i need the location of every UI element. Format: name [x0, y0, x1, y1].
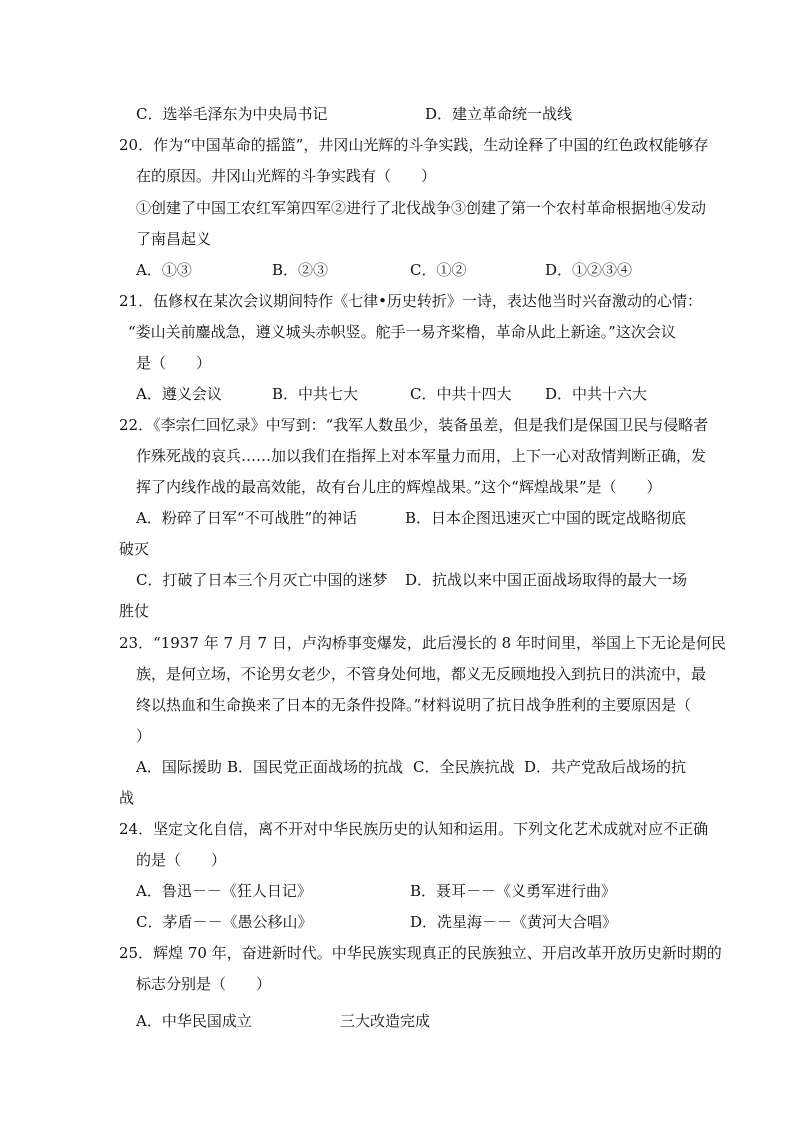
q22-stem-line-2: 作殊死战的哀兵……加以我们在指挥上对本军量力而用，上下一心对敌情判断正确，发 — [136, 447, 707, 465]
q20-stem-line-2: 在的原因。井冈山光辉的斗争实践有（ ） — [136, 167, 437, 185]
q24-option-c: C．茅盾－－《愚公移山》 — [136, 913, 313, 931]
q19-option-d: D．建立革命统一战线 — [425, 105, 573, 123]
q23-stem-line-4: ） — [136, 727, 152, 745]
q23-stem-line-2: 族，是何立场，不论男女老少，不管身处何地，都义无反顾地投入到抗日的洪流中，最 — [136, 665, 707, 683]
q23-option-d-continued: 战 — [119, 789, 135, 807]
q24-option-a: A．鲁迅－－《狂人日记》 — [136, 882, 312, 900]
q25-stem-line-2: 标志分别是（ ） — [136, 975, 272, 993]
q20-items-line-2: 了南昌起义 — [136, 230, 212, 248]
q23-option-a: A．国际援助 — [136, 758, 222, 776]
q25-option-a-part-2: 三大改造完成 — [340, 1012, 431, 1030]
q22-stem-line-1: 22．《李宗仁回忆录》中写到：“我军人数虽少，装备虽差，但是我们是保国卫民与侵略者 — [119, 416, 709, 434]
q23-option-b: B．国民党正面战场的抗战 — [227, 758, 404, 776]
q19-option-c: C．选举毛泽东为中央局书记 — [136, 105, 328, 123]
q20-option-c: C．①② — [410, 261, 467, 279]
q20-option-d: D．①②③④ — [545, 261, 633, 279]
q25-option-a-part-1: A．中华民国成立 — [136, 1012, 252, 1030]
q24-stem-line-1: 24．坚定文化自信，离不开对中华民族历史的认知和运用。下列文化艺术成就对应不正确 — [119, 820, 709, 838]
q24-stem-line-2: 的是（ ） — [136, 851, 227, 869]
q23-stem-line-3: 终以热血和生命换来了日本的无条件投降。”材料说明了抗日战争胜利的主要原因是（ — [136, 696, 692, 714]
q22-option-c: C．打破了日本三个月灭亡中国的迷梦 — [136, 571, 388, 589]
q22-option-d: D．抗战以来中国正面战场取得的最大一场 — [405, 571, 688, 589]
q23-option-c: C．全民族抗战 — [413, 758, 515, 776]
q20-items-line-1: ①创建了中国工农红军第四军②进行了北伐战争③创建了第一个农村革命根据地④发动 — [136, 199, 707, 217]
q22-option-b: B．日本企图迅速灭亡中国的既定战略彻底 — [405, 509, 687, 527]
q21-option-d: D．中共十六大 — [545, 385, 648, 403]
q21-stem-line-2: “娄山关前鏖战急，遵义城头赤帜竖。舵手一易齐桨橹，革命从此上新途。”这次会议 — [128, 323, 676, 341]
q21-option-c: C．中共十四大 — [410, 385, 512, 403]
q20-option-a: A．①③ — [136, 261, 192, 279]
q20-stem-line-1: 20．作为“中国革命的摇篮”，井冈山光辉的斗争实践，生动诠释了中国的红色政权能够存 — [119, 136, 709, 154]
q22-option-d-continued: 胜仗 — [119, 602, 150, 620]
q22-option-b-continued: 破灭 — [119, 540, 150, 558]
q23-option-d: D．共产党敌后战场的抗 — [524, 758, 687, 776]
q22-stem-line-3: 挥了内线作战的最高效能，故有台儿庄的辉煌战果。”这个“辉煌战果”是（ ） — [136, 478, 662, 496]
q21-stem-line-3: 是（ ） — [136, 354, 212, 372]
q25-stem-line-1: 25．辉煌 70 年，奋进新时代。中华民族实现真正的民族独立、开启改革开放历史新时期的 — [119, 944, 722, 962]
q21-stem-line-1: 21．伍修权在某次会议期间特作《七律•历史转折》一诗，表达他当时兴奋激动的心情： — [119, 292, 702, 310]
q23-stem-line-1: 23．“1937 年 7 月 7 日，卢沟桥事变爆发，此后漫长的 8 年时间里，举国上下无论是何民 — [119, 634, 726, 652]
q21-option-b: B．中共七大 — [272, 385, 359, 403]
q22-option-a: A．粉碎了日军“不可战胜”的神话 — [136, 509, 358, 527]
q24-option-b: B．聂耳－－《义勇军进行曲》 — [410, 882, 617, 900]
q21-option-a: A．遵义会议 — [136, 385, 222, 403]
q24-option-d: D．冼星海－－《黄河大合唱》 — [410, 913, 618, 931]
q20-option-b: B．②③ — [272, 261, 329, 279]
